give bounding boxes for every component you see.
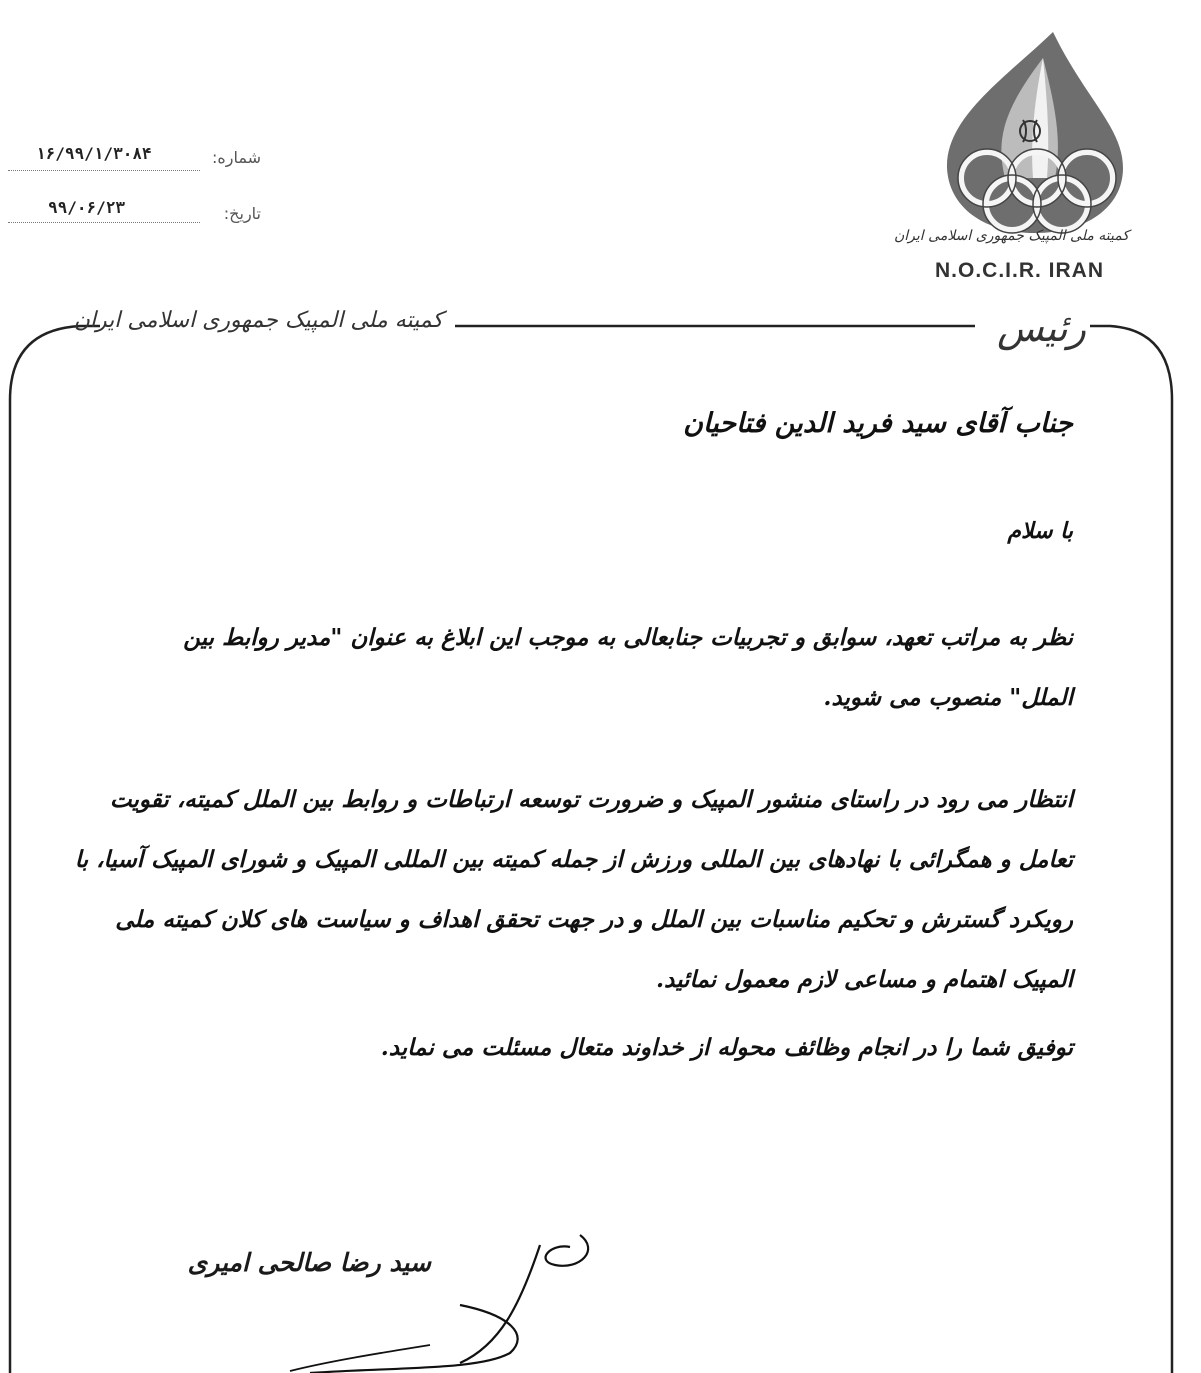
recipient-line: جناب آقای سید فرید الدین فتاحیان <box>683 408 1073 439</box>
president-title: رئیس <box>997 306 1086 350</box>
logo-latin-text: N.O.C.I.R. IRAN <box>935 259 1105 282</box>
handwritten-signature <box>280 1225 620 1373</box>
greeting: با سلام <box>1007 518 1073 544</box>
reference-number-label: شماره: <box>211 148 261 167</box>
reference-date-value: ۹۹/۰۶/۲۳ <box>48 198 126 217</box>
letter-paragraph-appointment: نظر به مراتب تعهد، سوابق و تجربیات جنابعالی به موجب این ابلاغ به عنوان "مدیر روابط بین الملل" منصوب می شوید. <box>183 624 1073 711</box>
reference-date-label: تاریخ: <box>223 204 261 223</box>
reference-number-value: ۱۶/۹۹/۱/۳۰۸۴ <box>36 144 152 163</box>
signatory-name: سید رضا صالحی امیری <box>187 1248 431 1277</box>
organization-header: کمیته ملی المپیک جمهوری اسلامی ایران <box>73 308 443 333</box>
logo-caption: کمیته ملی المپیک جمهوری اسلامی ایران <box>894 228 1129 244</box>
letter-paragraph-closing: توفیق شما را در انجام وظائف محوله از خداوند متعال مسئلت می نماید. <box>380 1034 1073 1061</box>
letter-paragraph-expectations: انتظار می رود در راستای منشور المپیک و ضرورت توسعه ارتباطات و روابط بین الملل کمیته، تقویت تعامل و همگرائی با نهادهای بین المللی ورزش از جمله کمیته بین المللی المپیک و شورای المپیک آسیا، با رویکرد گسترش و تحکیم مناسبات بین الملل و در جهت تحقق اهداف و سیاست های کلان کمیته ملی المپیک اهتمام و مساعی لازم معمول نمائید. <box>74 786 1073 993</box>
